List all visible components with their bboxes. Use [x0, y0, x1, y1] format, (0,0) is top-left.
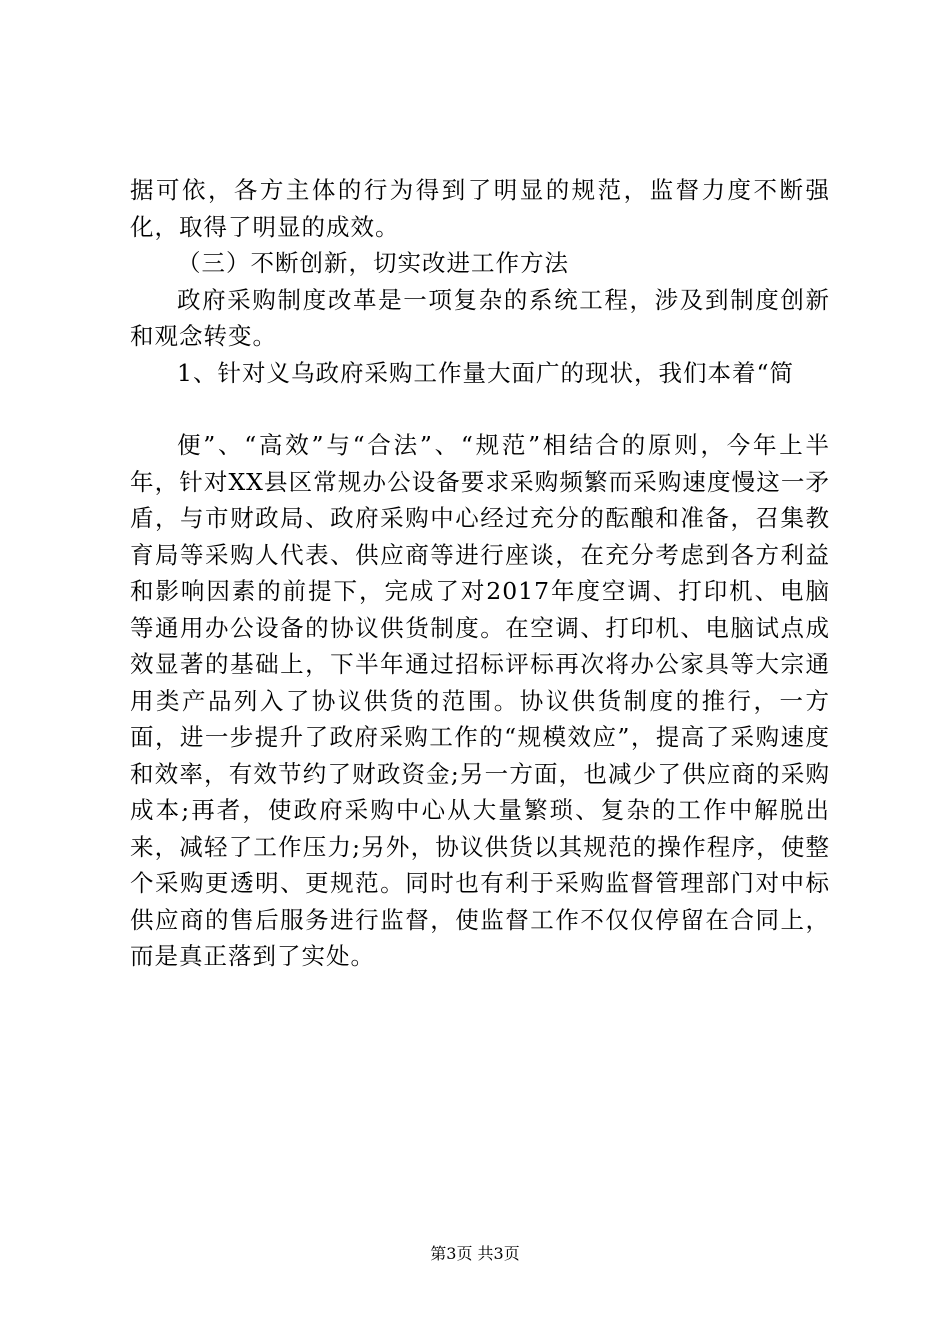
paragraph-intro: 政府采购制度改革是一项复杂的系统工程，涉及到制度创新和观念转变。: [130, 285, 830, 350]
paragraph-continuation: 据可依，各方主体的行为得到了明显的规范，监督力度不断强化，取得了明显的成效。: [130, 176, 830, 241]
paragraph-item-1: 1、针对义乌政府采购工作量大面广的现状，我们本着“简: [177, 358, 794, 387]
paragraph-item-1-continued: 便”、“高效”与“合法”、“规范”相结合的原则，今年上半年，针对XX县区常规办公设备要求采购频繁而采购速度慢这一矛盾，与市财政局、政府采购中心经过充分的酝酿和准备，召集教育局等采购人代表、供应商等进行座谈，在充分考虑到各方利益和影响因素的前提下，完成了对2017年度空调、打印机、电脑等通用办公设备的协议供货制度。在空调、打印机、电脑试点成效显著的基础上，下半年通过招标评标再次将办公家具等大宗通用类产品列入了协议供货的范围。协议供货制度的推行，一方面，进一步提升了政府采购工作的“规模效应”，提高了采购速度和效率，有效节约了财政资金;另一方面，也减少了供应商的采购成本;再者，使政府采购中心从大量繁琐、复杂的工作中解脱出来，减轻了工作压力;另外，协议供货以其规范的操作程序，使整个采购更透明、更规范。同时也有利于采购监督管理部门对中标供应商的售后服务进行监督，使监督工作不仅仅停留在合同上，而是真正落到了实处。: [130, 431, 830, 970]
section-heading: （三）不断创新，切实改进工作方法: [177, 249, 569, 277]
document-body: [130, 172, 830, 975]
page-footer: 第3页 共3页: [430, 1244, 520, 1263]
